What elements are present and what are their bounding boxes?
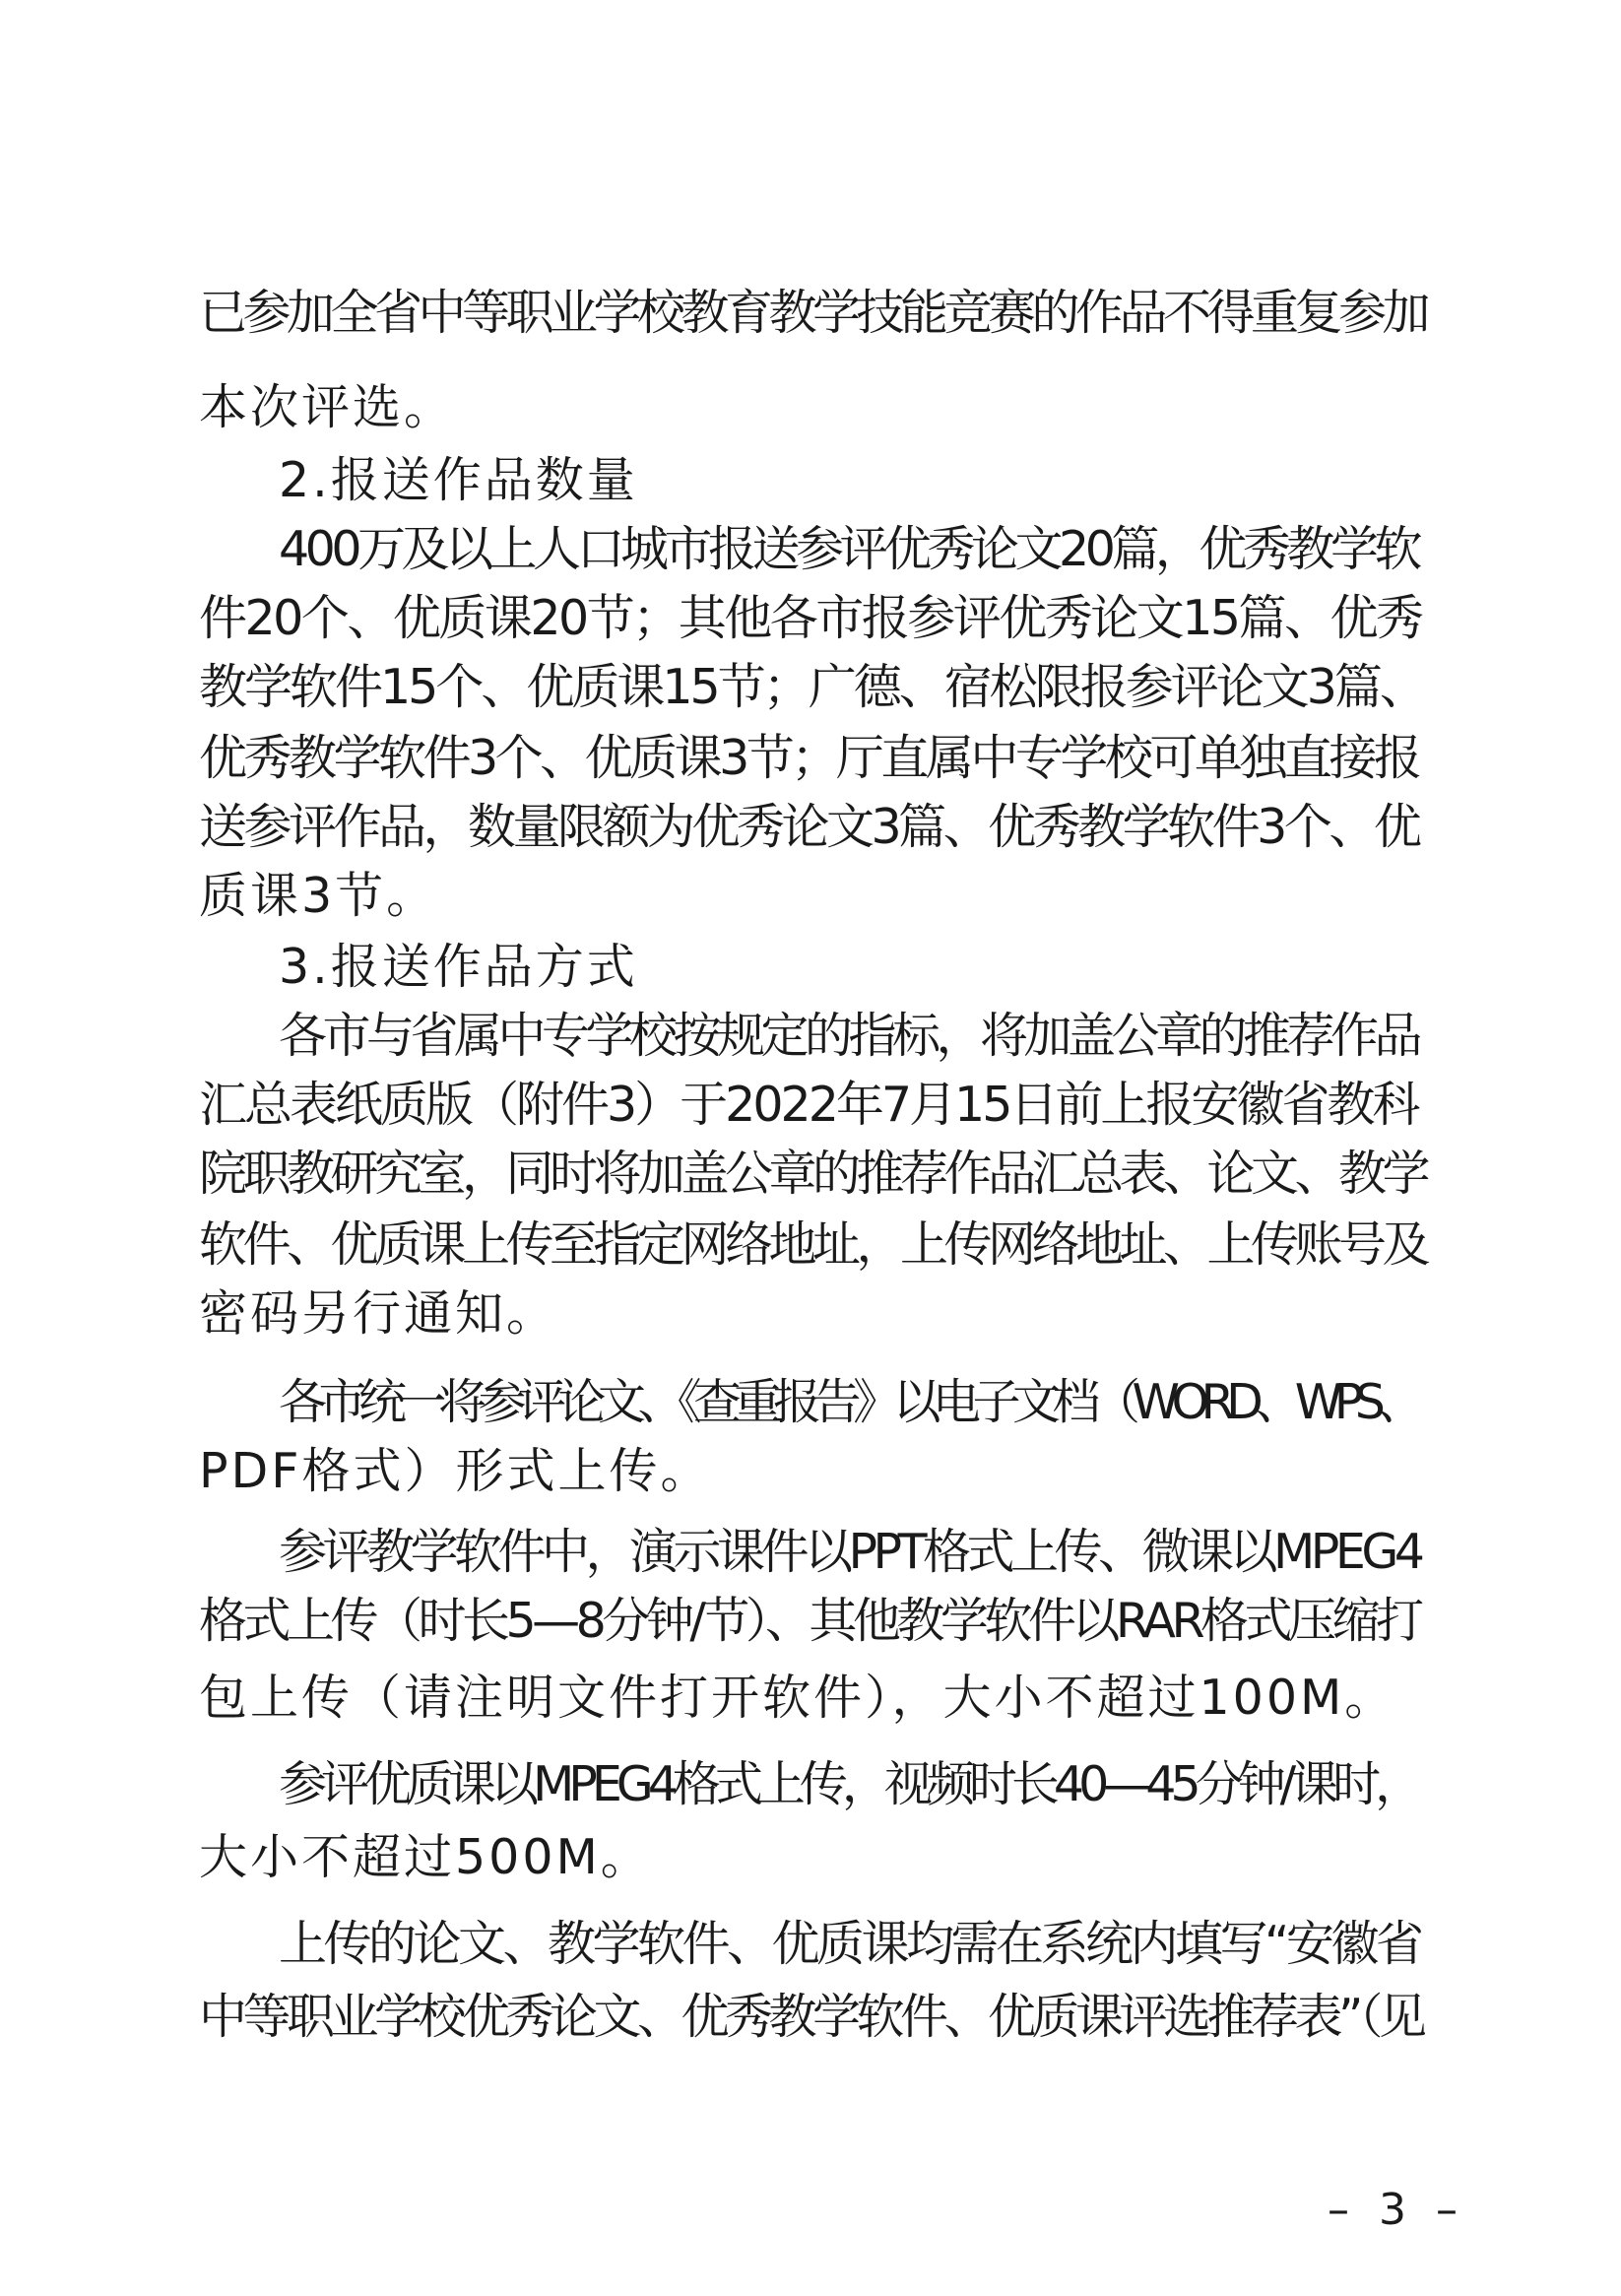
text-line-19: 格式上传（时长5—8分钟/节）、其他教学软件以RAR格式压缩打 [199, 1593, 1420, 1649]
text-line-2: 本次评选。 [199, 379, 456, 435]
text-line-6: 教学软件15个、优质课15节；广德、宿松限报参评论文3篇、 [199, 659, 1425, 715]
text-line-5: 件20个、优质课20节；其他各市报参评优秀论文15篇、优秀 [199, 590, 1422, 646]
text-line-22: 大小不超过500M。 [199, 1829, 652, 1885]
text-line-9: 质课3节。 [199, 868, 438, 924]
text-line-8: 送参评作品，数量限额为优秀论文3篇、优秀教学软件3个、优 [199, 799, 1419, 855]
page-number: – 3 – [1328, 2185, 1465, 2235]
text-line-23: 上传的论文、教学软件、优质课均需在系统内填写“安徽省 [279, 1916, 1421, 1972]
text-line-13: 院职教研究室，同时将加盖公章的推荐作品汇总表、论文、教学 [199, 1146, 1427, 1202]
text-line-11: 各市与省属中专学校按规定的指标，将加盖公章的推荐作品 [279, 1008, 1419, 1064]
text-line-4: 400万及以上人口城市报送参评优秀论文20篇，优秀教学软 [279, 521, 1418, 577]
text-line-21: 参评优质课以MPEG4格式上传，视频时长40—45分钟/课时， [279, 1756, 1418, 1812]
text-line-16: 各市统一将参评论文、《查重报告》以电子文档（WORD、WPS、 [279, 1374, 1417, 1430]
section-heading-method: 3.报送作品方式 [279, 939, 638, 995]
text-line-12: 汇总表纸质版（附件3）于2022年7月15日前上报安徽省教科 [199, 1077, 1418, 1133]
text-line-17: PDF格式）形式上传。 [199, 1443, 712, 1499]
text-line-15: 密码另行通知。 [199, 1285, 558, 1342]
text-line-14: 软件、优质课上传至指定网络地址，上传网络地址、上传账号及 [199, 1216, 1427, 1273]
section-heading-quantity: 2.报送作品数量 [279, 452, 638, 508]
text-line-24: 中等职业学校优秀论文、优秀教学软件、优质课评选推荐表”（见 [199, 1989, 1423, 2045]
text-line-18: 参评教学软件中，演示课件以PPT格式上传、微课以MPEG4 [279, 1524, 1421, 1580]
text-line-1: 已参加全省中等职业学校教育教学技能竞赛的作品不得重复参加 [199, 285, 1427, 341]
text-line-20: 包上传（请注明文件打开软件），大小不超过100M。 [199, 1670, 1396, 1726]
text-line-7: 优秀教学软件3个、优质课3节；厅直属中专学校可单独直接报 [199, 730, 1419, 786]
